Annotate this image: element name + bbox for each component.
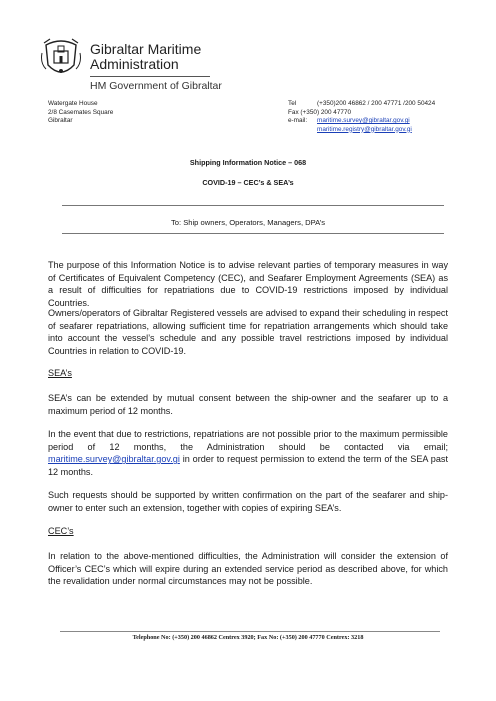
notice-number: Shipping Information Notice – 068 [189, 158, 307, 167]
email-link-survey[interactable]: maritime.survey@gibraltar.gov.gi [317, 117, 410, 124]
paragraph-text: In the event that due to restrictions, repatriations are not possible prior to the maximum permissible period of 12 months, the Administration should be contacted via email; [48, 429, 448, 452]
paragraph-sea-extension: SEA’s can be extended by mutual consent between the ship-owner and the seafarer up to a maximum period of 12 months. [48, 393, 448, 416]
divider-bottom [62, 233, 444, 234]
heading-cec: CEC’s [48, 526, 74, 536]
paragraph-text: in order to request permission to extend the term of the SEA past 12 months. [48, 454, 448, 477]
organisation-name-line2: Administration [90, 56, 179, 72]
paragraph-requests: Such requests should be supported by written confirmation on the part of the seafarer and ship-owner to enter such an extension, together with copies of expiring SEA’s. [48, 490, 448, 513]
tel-numbers: (+350)200 46862 / 200 47771 /200 50424 [317, 100, 436, 107]
footer-contact: Telephone No: (+350) 200 46862 Centrex 3920; Fax No: (+350) 200 47770 Centrex: 3218 [132, 634, 364, 641]
contact-details [288, 100, 435, 134]
email-link-registry[interactable]: maritime.registry@gibraltar.gov.gi [317, 125, 412, 133]
government-line: HM Government of Gibraltar [90, 80, 222, 92]
email-label: e-mail: [288, 117, 308, 124]
organisation-name [90, 42, 201, 72]
address-line: Watergate House [48, 100, 98, 107]
notice-subject: COVID-19 – CEC’s & SEA’s [202, 178, 294, 187]
heading-sea: SEA’s [48, 368, 72, 378]
footer-divider [60, 631, 440, 632]
notice-recipients: To: Ship owners, Operators, Managers, DPA’s [170, 218, 326, 227]
address-line: Gibraltar [48, 117, 73, 124]
paragraph-sea-restrictions [48, 428, 448, 478]
header-divider [90, 76, 210, 77]
address-line: 2/8 Casemates Square [48, 108, 114, 116]
paragraph-purpose: The purpose of this Information Notice is to advise relevant parties of temporary measures in way of Certificates of Equivalent Competency (CEC), and Seafarer Employment Agreements (SEA) as a result of difficulties for repatriations due to COVID-19 restrictions imposed by individual Countries. [48, 260, 448, 308]
paragraph-cec: In relation to the above-mentioned difficulties, the Administration will consider the extension of Officer’s CEC’s which will expire during an extended service period as described above, for which the revalidation under normal circumstances may not be possible. [48, 551, 448, 587]
divider-top [62, 205, 444, 206]
fax-number: Fax (+350) 200 47770 [288, 108, 352, 116]
tel-label: Tel [288, 100, 297, 107]
paragraph-owners: Owners/operators of Gibraltar Registered vessels are advised to expand their scheduling in respect of seafarer repatriations, allowing sufficient time for repatriation arrangements which should take into account the vessel’s schedule and any possible travel restrictions imposed by individual Countries in relation to COVID-19. [48, 308, 448, 356]
organisation-name-line1: Gibraltar Maritime [90, 41, 202, 57]
gibraltar-crest-icon [40, 35, 82, 81]
postal-address [48, 100, 113, 126]
email-link-inline[interactable]: maritime.survey@gibraltar.gov.gi [48, 454, 180, 465]
